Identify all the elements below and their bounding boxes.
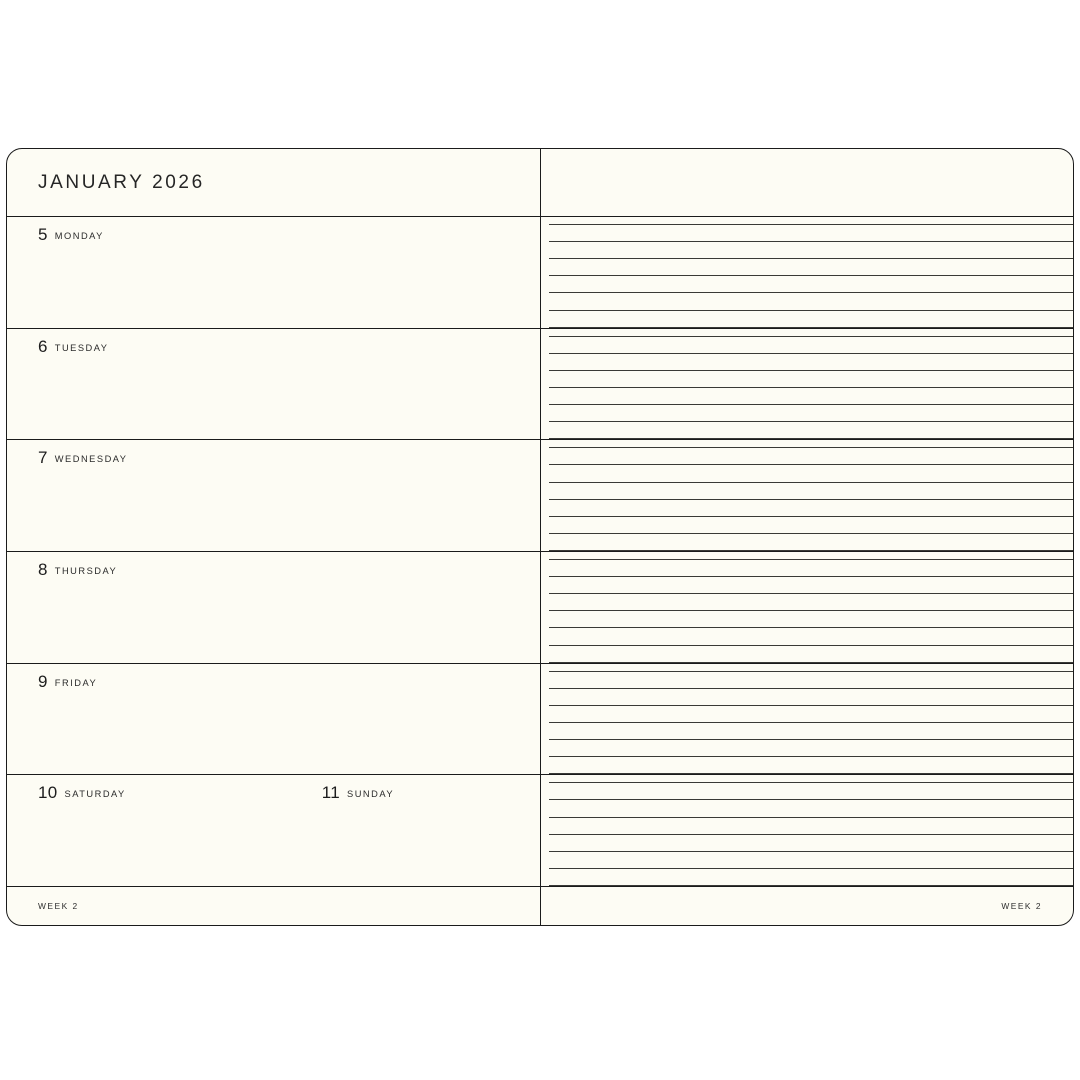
day-cell-saturday: [38, 784, 126, 886]
day-name: MONDAY: [54, 231, 104, 241]
day-row[interactable]: [7, 664, 540, 776]
right-page-header-blank: [541, 149, 1073, 217]
day-label: [38, 784, 126, 801]
day-rows: [7, 217, 540, 887]
day-name: TUESDAY: [54, 342, 109, 353]
ruled-block[interactable]: [541, 440, 1073, 552]
ruled-block[interactable]: [541, 664, 1073, 776]
day-cell-sunday: [322, 784, 394, 886]
week-footer-left: [7, 887, 540, 925]
month-header: [7, 149, 540, 217]
rule-line: [549, 885, 1073, 886]
month-title: JANUARY 2026: [38, 171, 205, 193]
day-name: THURSDAY: [54, 566, 118, 577]
left-page: [7, 149, 541, 925]
day-number: 6: [38, 336, 48, 356]
day-label: [38, 561, 540, 578]
day-cell-wednesday: [38, 449, 540, 466]
week-label: WEEK 2: [1001, 901, 1042, 911]
day-row[interactable]: [7, 552, 540, 664]
day-cell-tuesday: [38, 338, 540, 355]
ruled-note-area: [541, 217, 1073, 887]
day-number: 5: [38, 225, 48, 244]
right-page: [541, 149, 1073, 925]
ruled-block[interactable]: [541, 217, 1073, 329]
day-number: 10: [38, 783, 58, 803]
day-name: WEDNESDAY: [54, 454, 128, 465]
day-number: 8: [38, 560, 48, 580]
day-row[interactable]: [7, 217, 540, 329]
day-row[interactable]: [7, 329, 540, 441]
day-number: 11: [321, 783, 341, 803]
day-name: FRIDAY: [54, 677, 98, 688]
day-label: [38, 226, 540, 243]
day-label: [322, 784, 394, 801]
ruled-block[interactable]: [541, 552, 1073, 664]
week-label: WEEK 2: [38, 901, 79, 911]
day-label: [38, 673, 540, 690]
rule-line: [549, 550, 1073, 551]
rule-line: [549, 438, 1073, 439]
day-row[interactable]: [7, 775, 540, 887]
ruled-block[interactable]: [541, 329, 1073, 441]
notebook-spread: [6, 148, 1074, 926]
day-row[interactable]: [7, 440, 540, 552]
day-cell-friday: [38, 673, 540, 690]
day-number: 7: [38, 448, 48, 468]
day-name: SATURDAY: [64, 789, 126, 800]
rule-line: [549, 773, 1073, 774]
rule-line: [549, 662, 1073, 663]
day-cell-thursday: [38, 561, 540, 578]
ruled-block[interactable]: [541, 775, 1073, 887]
day-number: 9: [38, 671, 48, 691]
day-label: [38, 338, 540, 355]
day-name: SUNDAY: [347, 789, 395, 800]
day-cell-monday: [38, 226, 540, 243]
rule-line: [549, 327, 1073, 328]
week-footer-right: [541, 887, 1073, 925]
day-label: [38, 449, 540, 466]
